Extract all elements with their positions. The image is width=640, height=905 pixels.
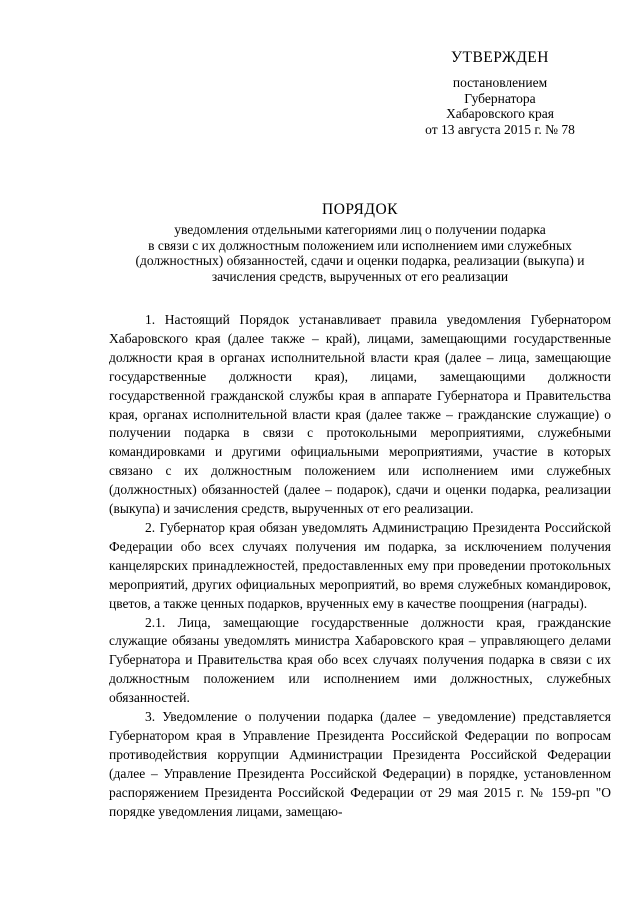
document-body bbox=[109, 311, 611, 821]
approval-title: УТВЕРЖДЕН bbox=[451, 49, 549, 66]
paragraph-1: 1. Настоящий Порядок устанавливает правила уведомления Губернатором Хабаровского края (далее также – край), лицами, замещающими государственные должности края в органах исполнительной власти края (далее – лица, замещающие государственные должности края), лицами, замещающими должности государственной гражданской службы края в аппарате Губернатора и Правительства края, органах исполнительной власти края (далее также – гражданские служащие) о получении подарка в связи с протокольными мероприятиями, служебными командировками и другими официальными мероприятиями, участие в которых связано с их должностным положением или исполнением ими служебных (должностных) обязанностей (далее – подарок), сдачи и оценки подарка, реализации (выкупа) и зачисления средств, вырученных от его реализации. bbox=[109, 312, 611, 517]
document-subtitle bbox=[100, 222, 620, 284]
subtitle-line: уведомления отдельными категориями лиц о получении подарка bbox=[174, 222, 546, 237]
document-title: ПОРЯДОК bbox=[322, 201, 398, 218]
paragraph-2: 2. Губернатор края обязан уведомлять Администрацию Президента Российской Федерации обо всех случаях получения им подарка, за исключением получения канцелярских принадлежностей, предоставленных ему при проведении протокольных мероприятий, других официальных мероприятий, во время служебных командировок, цветов, а также ценных подарков, врученных ему в качестве поощрения (награды). bbox=[109, 519, 611, 611]
approval-line-date: от 13 августа 2015 г. № 78 bbox=[425, 121, 575, 137]
subtitle-line: зачисления средств, вырученных от его реализации bbox=[211, 268, 509, 284]
approval-line-governor: Губернатора bbox=[464, 90, 536, 106]
approval-stamp bbox=[380, 48, 620, 137]
subtitle-line: в связи с их должностным положением или исполнением ими служебных bbox=[148, 237, 572, 253]
approval-line-region: Хабаровского края bbox=[446, 106, 554, 121]
approval-line-decree: постановлением bbox=[452, 75, 548, 90]
subtitle-line: (должностных) обязанностей, сдачи и оценки подарка, реализации (выкупа) и bbox=[135, 253, 585, 268]
paragraph-3: 3. Уведомление о получении подарка (далее – уведомление) представляется Губернатором края в Управление Президента Российской Федерации по вопросам противодействия коррупции Администрации Президента Российской Федерации (далее – Управление Президента Российской Федерации) в порядке, установленном распоряжением Президента Российской Федерации от 29 мая 2015 г. № 159-рп "О порядке уведомления лицами, замещаю- bbox=[109, 709, 611, 819]
paragraph-2-1: 2.1. Лица, замещающие государственные должности края, гражданские служащие обязаны уведомлять министра Хабаровского края – управляющего делами Губернатора и Правительства края обо всех случаях получения подарка в связи с их должностным положением или исполнением ими должностных, служебных обязанностей. bbox=[109, 614, 611, 706]
